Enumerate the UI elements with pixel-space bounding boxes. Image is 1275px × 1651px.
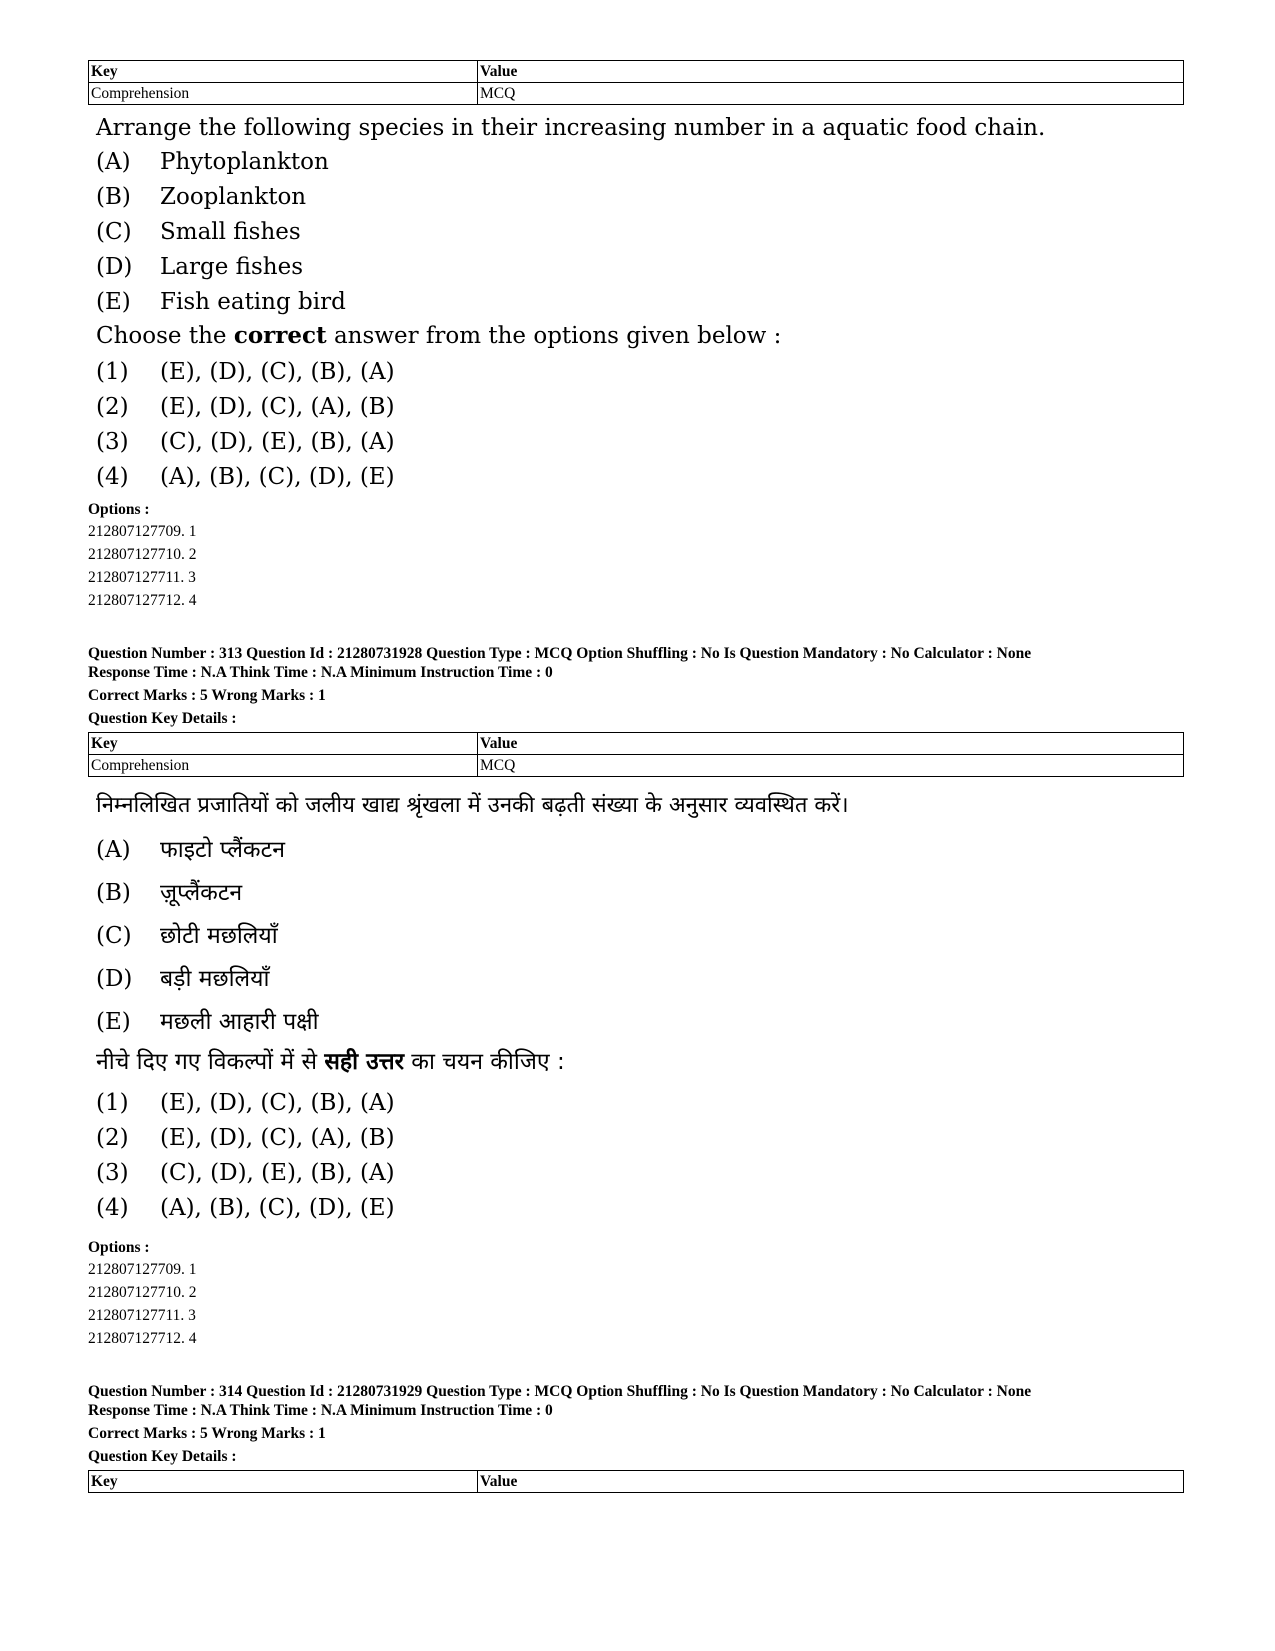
answer-label: (1) xyxy=(96,1090,129,1116)
table-header-key: Key xyxy=(89,61,478,83)
answer-label: (4) xyxy=(96,464,129,490)
question-meta-line2: Response Time : N.A Think Time : N.A Minimum Instruction Time : 0 xyxy=(88,664,553,681)
list-item xyxy=(96,185,306,209)
answer-text: (E), (D), (C), (A), (B) xyxy=(160,394,395,420)
list-item xyxy=(96,255,303,279)
table-cell-key: Comprehension xyxy=(89,755,478,777)
answer-text: (E), (D), (C), (A), (B) xyxy=(160,1125,395,1151)
key-details-label: Question Key Details : xyxy=(88,1448,237,1465)
item-label: (E) xyxy=(96,289,131,315)
item-label: (B) xyxy=(96,184,131,210)
answer-label: (1) xyxy=(96,359,129,385)
question-meta-line1: Question Number : 313 Question Id : 21280731928 Question Type : MCQ Option Shuffling : No Is Question Mandatory : No Calculator : None xyxy=(88,645,1032,662)
answer-label: (2) xyxy=(96,394,129,420)
key-value-table-3 xyxy=(88,1470,1184,1493)
list-item xyxy=(96,290,346,314)
instruction-bold: सही उत्तर xyxy=(324,1049,404,1075)
key-details-label: Question Key Details : xyxy=(88,710,237,727)
question-meta-line2: Response Time : N.A Think Time : N.A Minimum Instruction Time : 0 xyxy=(88,1402,553,1419)
list-item xyxy=(96,924,278,948)
key-value-table-2 xyxy=(88,732,1184,777)
option-id: 212807127709. 1 xyxy=(88,1261,197,1278)
item-label: (E) xyxy=(96,1009,131,1035)
item-text: Fish eating bird xyxy=(160,289,346,315)
answer-text: (E), (D), (C), (B), (A) xyxy=(160,359,395,385)
answer-choice xyxy=(96,1091,395,1115)
question-text-english: Arrange the following species in their increasing number in a aquatic food chain. xyxy=(96,115,1046,141)
table-row xyxy=(89,83,1184,105)
question-meta-line1: Question Number : 314 Question Id : 21280731929 Question Type : MCQ Option Shuffling : No Is Question Mandatory : No Calculator : None xyxy=(88,1383,1032,1400)
answer-choice xyxy=(96,395,395,419)
option-id: 212807127711. 3 xyxy=(88,569,196,586)
item-text: ज़ूप्लैंकटन xyxy=(160,880,243,906)
item-text: बड़ी मछलियाँ xyxy=(160,966,270,992)
list-item xyxy=(96,967,269,991)
list-item xyxy=(96,1010,319,1034)
answer-label: (3) xyxy=(96,429,129,455)
item-text: Large fishes xyxy=(160,254,303,280)
instruction-post: answer from the options given below : xyxy=(326,323,782,349)
table-header-value: Value xyxy=(478,61,1184,83)
item-label: (C) xyxy=(96,923,132,949)
option-id: 212807127712. 4 xyxy=(88,1330,197,1347)
key-value-table-1 xyxy=(88,60,1184,105)
table-header-row xyxy=(89,733,1184,755)
options-title: Options : xyxy=(88,1239,150,1256)
instruction-text xyxy=(96,324,781,348)
answer-label: (4) xyxy=(96,1195,129,1221)
option-id: 212807127710. 2 xyxy=(88,1284,197,1301)
item-text: छोटी मछलियाँ xyxy=(160,923,278,949)
list-item xyxy=(96,220,301,244)
item-text: Zooplankton xyxy=(160,184,307,210)
table-header-value: Value xyxy=(478,733,1184,755)
table-cell-key: Comprehension xyxy=(89,83,478,105)
option-id: 212807127710. 2 xyxy=(88,546,197,563)
item-label: (A) xyxy=(96,837,131,863)
answer-choice xyxy=(96,360,395,384)
option-id: 212807127712. 4 xyxy=(88,592,197,609)
item-label: (D) xyxy=(96,254,133,280)
item-label: (A) xyxy=(96,149,131,175)
option-id: 212807127711. 3 xyxy=(88,1307,196,1324)
answer-text: (E), (D), (C), (B), (A) xyxy=(160,1090,395,1116)
item-text: मछली आहारी पक्षी xyxy=(160,1009,319,1035)
answer-choice xyxy=(96,1126,395,1150)
item-label: (C) xyxy=(96,219,132,245)
item-label: (D) xyxy=(96,966,133,992)
table-cell-value: MCQ xyxy=(478,755,1184,777)
item-text: Phytoplankton xyxy=(160,149,329,175)
marks-line: Correct Marks : 5 Wrong Marks : 1 xyxy=(88,687,326,704)
answer-choice xyxy=(96,430,395,454)
question-text-hindi: निम्नलिखित प्रजातियों को जलीय खाद्य श्रृंखला में उनकी बढ़ती संख्या के अनुसार व्यवस्थित करें। xyxy=(96,793,849,818)
table-cell-value: MCQ xyxy=(478,83,1184,105)
answer-text: (C), (D), (E), (B), (A) xyxy=(160,429,395,455)
table-row xyxy=(89,755,1184,777)
table-header-row xyxy=(89,61,1184,83)
answer-text: (A), (B), (C), (D), (E) xyxy=(160,464,395,490)
item-label: (B) xyxy=(96,880,131,906)
instruction-bold: correct xyxy=(233,322,327,349)
item-text: फाइटो प्लैंकटन xyxy=(160,837,285,863)
table-header-value: Value xyxy=(478,1471,1184,1493)
table-header-key: Key xyxy=(89,733,478,755)
answer-label: (3) xyxy=(96,1160,129,1186)
answer-text: (A), (B), (C), (D), (E) xyxy=(160,1195,395,1221)
list-item xyxy=(96,838,285,862)
table-header-key: Key xyxy=(89,1471,478,1493)
item-text: Small fishes xyxy=(160,219,301,245)
answer-choice xyxy=(96,1161,395,1185)
instruction-post: का चयन कीजिए : xyxy=(404,1049,565,1075)
instruction-pre: Choose the xyxy=(96,323,234,349)
list-item xyxy=(96,881,242,905)
marks-line: Correct Marks : 5 Wrong Marks : 1 xyxy=(88,1425,326,1442)
answer-label: (2) xyxy=(96,1125,129,1151)
option-id: 212807127709. 1 xyxy=(88,523,197,540)
table-header-row xyxy=(89,1471,1184,1493)
answer-choice xyxy=(96,1196,395,1220)
answer-text: (C), (D), (E), (B), (A) xyxy=(160,1160,395,1186)
instruction-pre: नीचे दिए गए विकल्पों में से xyxy=(96,1049,325,1075)
answer-choice xyxy=(96,465,395,489)
instruction-text xyxy=(96,1050,565,1074)
options-title: Options : xyxy=(88,501,150,518)
list-item xyxy=(96,150,329,174)
